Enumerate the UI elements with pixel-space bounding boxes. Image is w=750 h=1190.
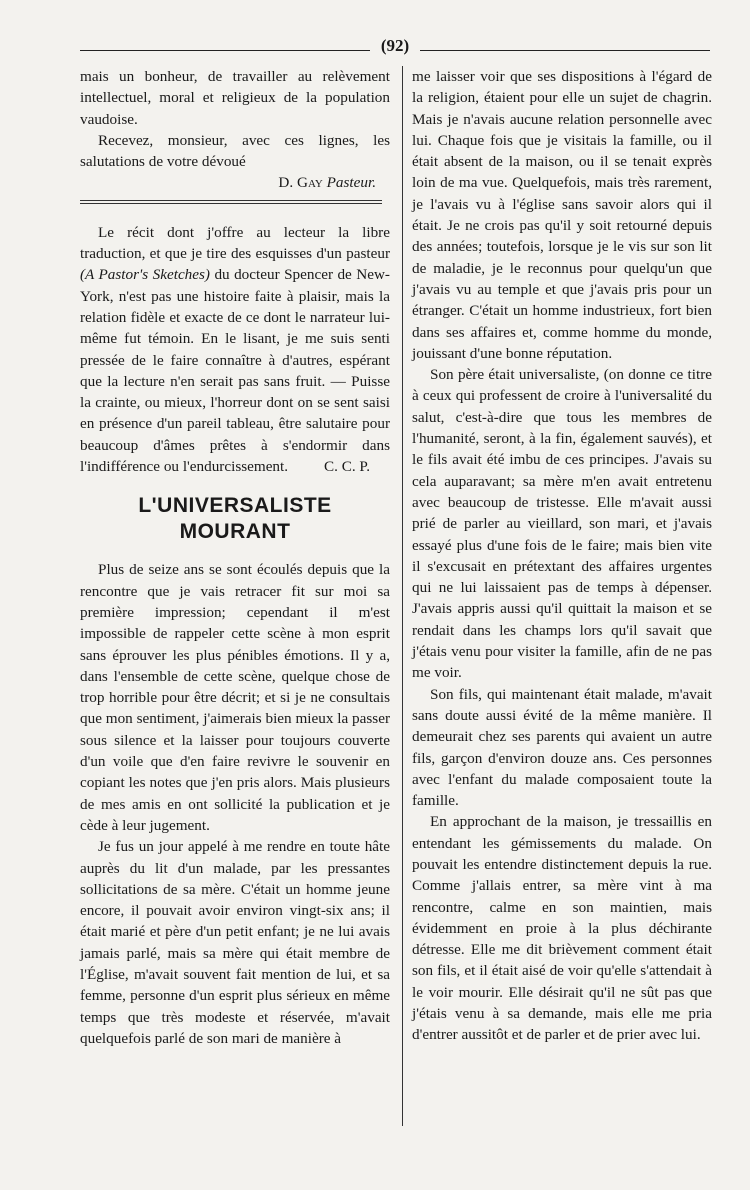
letter-closing: Recevez, monsieur, avec ces lignes, les salutations de votre dévoué bbox=[80, 131, 390, 171]
column-divider bbox=[402, 66, 403, 1126]
intro-part-2: du docteur Spencer de New-York, n'est pas une histoire faite à plaisir, mais la relation fidèle et exacte de ce dont le narrateur lui-même fut témoin. En le lisant, je me suis senti pressée de le faire connaître à d'autres, espérant que la lecture n'en serait pas sans fruit. — Puisse la crainte, ou mieux, l'horreur dont on se sent saisi en présence d'un pareil tableau, être salutaire pour beaucoup d'âmes prêtes à s'endormir dans l'indifférence ou l'endurcissement. bbox=[80, 266, 390, 476]
article-paragraph-1: Plus de seize ans se sont écoulés depuis que la rencontre que je vais retracer fit sur moi sa première impression; cependant il m'est impossible de rappeler cette scène à mon esprit sans éprouver les plus pénibles émotions. Il y a, dans l'ensemble de cette scène, quelque chose de trop horrible pour être décrit; et si je ne consultais que mon sentiment, j'aimerais bien mieux la passer sous silence et la laisser pour toujours couverte d'un voile que d'en faire revivre le souvenir en copiant les notes que j'en pris alors. Mais plusieurs de mes amis en ont sollicité la publication et je cède à leur jugement. bbox=[80, 561, 390, 834]
left-column bbox=[80, 66, 390, 1049]
letter-signature bbox=[80, 172, 390, 193]
letter-ending: mais un bonheur, de travailler au relèvement intellectuel, moral et religieux de la population vaudoise. bbox=[80, 68, 390, 128]
right-column bbox=[412, 66, 712, 1046]
header-rule-right bbox=[420, 50, 710, 51]
translator-intro bbox=[80, 222, 390, 478]
article-paragraph-4: Son fils, qui maintenant était malade, m'avait sans doute aussi évité de la même manière. Il demeurait chez ses parents qui avaient un autre fils, garçon d'environ douze ans. Ces personnes avec l'enfant du malade composaient toute la famille. bbox=[412, 685, 712, 810]
signature-title: Pasteur. bbox=[326, 174, 376, 192]
article-paragraph-2-cont: me laisser voir que ses dispositions à l'égard de la religion, étaient pour elle un sujet de chagrin. Mais je n'avais aucune relation personnelle avec lui. Chaque fois que je visitais la famille, ou il était absent de la maison, ou il se tenait exprès loin de ma vue. Quelquefois, mais très rarement, je l'avais vu à l'église sans savoir alors qui il était. Je ne crois pas qu'il y soit retourné depuis des années; toutefois, lorsque je le vis sur son lit de maladie, je le reconnus pour quelqu'un que j'avais vu au temple et que j'avais pris pour un étranger. C'était un homme industrieux, fort bien dans ses affaires et, comme homme du monde, jouissant d'une bonne réputation. bbox=[412, 68, 712, 362]
page-number: (92) bbox=[380, 36, 410, 55]
intro-source-title: (A Pastor's Sketches) bbox=[80, 266, 210, 284]
article-paragraph-3: Son père était universaliste, (on donne ce titre à ceux qui professent de croire à l'universalité du salut, c'est-à-dire que tous les membres de l'humanité, seront, à la fin, également sauvés), et le fils avait été imbu de ces principes. J'avais su cela auparavant; sa mère m'en avait entretenu avec beaucoup de tristesse. Elle m'avait aussi prié de parler au vieillard, son mari, et j'avais essayé plus d'une fois de le faire; mais bien vite il s'excusait en prétextant des affaires urgentes qui ne lui laissaient pas de temps à dépenser. J'avais appris aussi qu'il quittait la maison et se rendait dans les champs lors qu'il savait que j'étais venu pour visiter la famille, afin de ne pas me voir. bbox=[412, 366, 712, 682]
article-paragraph-2: Je fus un jour appelé à me rendre en toute hâte auprès du lit d'un malade, par les pressantes sollicitations de sa mère. C'était un homme jeune encore, il pouvait avoir environ vingt-six ans; il était marié et père d'un petit enfant; je ne lui avais jamais parlé, mais sa mère qui était membre de l'Église, m'avait souvent fait mention de lui, et sa femme, personne d'un esprit plus sérieux en même temps que très modeste et réservée, m'avait quelquefois parlé de son mari de manière à bbox=[80, 838, 390, 1047]
translator-initials: C. C. P. bbox=[323, 458, 370, 476]
article-paragraph-5: En approchant de la maison, je tressaillis en entendant les gémissements du malade. On pouvait les entendre distinctement depuis la rue. Comme j'allais entrer, sa mère vint à ma rencontre, calme en son maintien, mais évidemment en proie à la plus déchirante détresse. Elle me dit brièvement comment était son fils, et il était aisé de voir qu'elle s'attendait à le voir mourir. Elle désirait qu'il ne sût pas que j'étais venu à sa demande, mais elle me pria d'entrer aussitôt et de parler et de prier avec lui. bbox=[412, 813, 712, 1044]
signature-name: D. Gay bbox=[278, 174, 323, 192]
article-heading: L'UNIVERSALISTE MOURANT bbox=[138, 494, 332, 544]
section-rule bbox=[80, 200, 382, 204]
intro-part-1: Le récit dont j'offre au lecteur la libre traduction, et que je tire des esquisses d'un pasteur bbox=[80, 223, 390, 263]
page-header bbox=[80, 36, 710, 56]
